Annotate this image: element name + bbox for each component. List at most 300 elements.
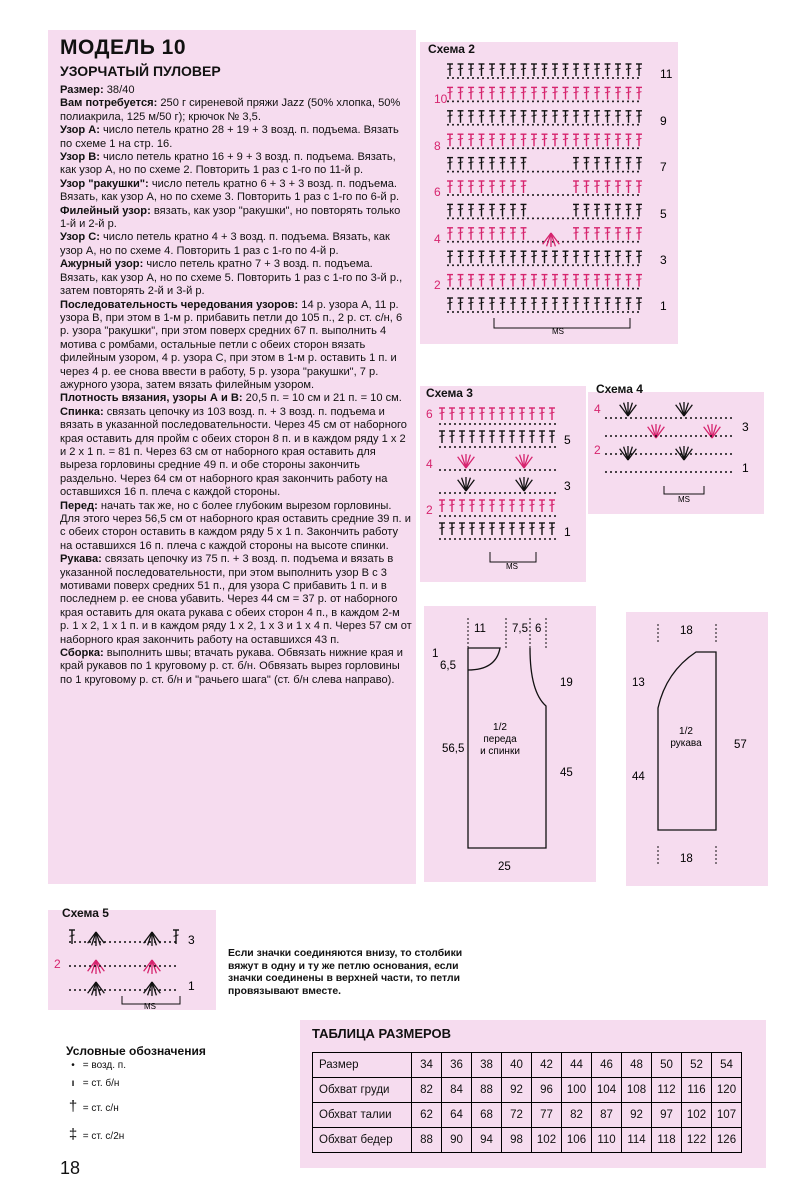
chain-dot-icon	[84, 965, 86, 967]
stitch-bar-icon	[510, 435, 515, 436]
chain-dot-icon	[444, 538, 446, 540]
chain-dot-icon	[620, 471, 622, 473]
scheme2-row-label: 4	[434, 232, 441, 246]
table-row	[313, 1078, 742, 1103]
stitch-bar-icon	[511, 255, 516, 256]
chain-dot-icon	[502, 194, 504, 196]
stitch-bar-icon	[616, 232, 621, 233]
stitch-bar-icon	[448, 162, 453, 163]
chain-dot-icon	[512, 171, 514, 173]
chain-dot-icon	[607, 217, 609, 219]
scheme4-title: Схема 4	[596, 382, 643, 396]
chain-dot-icon	[537, 264, 539, 266]
scheme2-row-label: 10	[434, 92, 448, 106]
instruction-body: число петель кратно 6 + 3 + 3 возд. п. подъема. Вязать, как узор А, но по схеме 3. Повторить 1 раз с 1-го по 6-й р.	[60, 177, 400, 204]
chain-dot-icon	[665, 453, 667, 455]
chain-dot-icon	[512, 194, 514, 196]
chain-dot-icon	[602, 147, 604, 149]
chain-dot-icon	[544, 446, 546, 448]
chain-dot-icon	[715, 471, 717, 473]
chain-dot-icon	[537, 217, 539, 219]
chain-dot-icon	[452, 77, 454, 79]
chain-dot-icon	[457, 264, 459, 266]
chain-dot-icon	[524, 492, 526, 494]
chain-dot-icon	[462, 194, 464, 196]
stitch-bar-icon	[480, 527, 485, 528]
chain-dot-icon	[467, 241, 469, 243]
chain-dot-icon	[607, 147, 609, 149]
stitch-bar-icon	[626, 68, 631, 69]
chain-dot-icon	[532, 77, 534, 79]
chain-dot-icon	[572, 288, 574, 290]
chain-dot-icon	[615, 417, 617, 419]
stitch-bar-icon	[448, 279, 453, 280]
chain-dot-icon	[494, 538, 496, 540]
stitch-bar-icon	[550, 504, 555, 505]
chain-dot-icon	[547, 77, 549, 79]
table-cell: 50	[652, 1053, 682, 1078]
chain-dot-icon	[660, 417, 662, 419]
chain-dot-icon	[637, 147, 639, 149]
symbol-note: Если значки соединяются внизу, то столбики вяжут в одну и ту же петлю основания, если значки соединены в верхней части, то петли провязывают вместе.	[228, 948, 463, 997]
chain-dot-icon	[572, 100, 574, 102]
chain-dot-icon	[504, 515, 506, 517]
chain-dot-icon	[587, 217, 589, 219]
chain-dot-icon	[650, 435, 652, 437]
stitch-bar-icon	[553, 92, 558, 93]
chain-dot-icon	[622, 77, 624, 79]
stitch-bar-icon	[595, 162, 600, 163]
chain-dot-icon	[89, 941, 91, 943]
chain-dot-icon	[482, 241, 484, 243]
stitch-bar-icon	[469, 279, 474, 280]
legend-text: = ст. б/н	[82, 1078, 120, 1089]
chain-dot-icon	[154, 989, 156, 991]
chain-dot-icon	[627, 217, 629, 219]
chain-dot-icon	[527, 288, 529, 290]
chain-dot-icon	[685, 471, 687, 473]
chain-dot-icon	[627, 171, 629, 173]
chain-dot-icon	[730, 453, 732, 455]
chain-dot-icon	[534, 492, 536, 494]
stitch-bar-icon	[532, 92, 537, 93]
stitch-bar-icon	[540, 412, 545, 413]
chain-dot-icon	[459, 423, 461, 425]
chain-dot-icon	[497, 264, 499, 266]
chain-dot-icon	[610, 471, 612, 473]
chain-dot-icon	[627, 77, 629, 79]
chain-dot-icon	[582, 100, 584, 102]
chain-dot-icon	[567, 241, 569, 243]
chain-dot-icon	[534, 446, 536, 448]
chain-dot-icon	[517, 100, 519, 102]
chain-dot-icon	[622, 194, 624, 196]
stitch-bar-icon	[448, 115, 453, 116]
chain-dot-icon	[499, 515, 501, 517]
chain-dot-icon	[562, 147, 564, 149]
stitch-bar-icon	[553, 302, 558, 303]
legend-item	[66, 1078, 119, 1089]
chain-dot-icon	[557, 311, 559, 313]
stitch-bar-icon	[626, 115, 631, 116]
stitch-bar-icon	[553, 279, 558, 280]
chain-dot-icon	[159, 989, 161, 991]
stitch-bar-icon	[584, 92, 589, 93]
instruction-label: Перед:	[60, 499, 98, 512]
chain-dot-icon	[472, 217, 474, 219]
instruction-label: Узор В:	[60, 151, 100, 164]
chain-dot-icon	[109, 941, 111, 943]
stitch-bar-icon	[500, 255, 505, 256]
chain-dot-icon	[457, 217, 459, 219]
stitch-bar-icon	[563, 92, 568, 93]
page-subtitle: УЗОРЧАТЫЙ ПУЛОВЕР	[60, 63, 221, 79]
chain-dot-icon	[74, 965, 76, 967]
chain-dot-icon	[169, 989, 171, 991]
chain-dot-icon	[622, 311, 624, 313]
chain-dot-icon	[164, 941, 166, 943]
chain-dot-icon	[554, 515, 556, 517]
instruction-paragraph	[60, 392, 412, 405]
chain-dot-icon	[507, 288, 509, 290]
chain-dot-icon	[602, 264, 604, 266]
chain-dot-icon	[452, 147, 454, 149]
chain-dot-icon	[705, 417, 707, 419]
chain-dot-icon	[512, 241, 514, 243]
chain-dot-icon	[529, 515, 531, 517]
chain-dot-icon	[645, 435, 647, 437]
stitch-bar-icon	[490, 527, 495, 528]
chain-dot-icon	[447, 147, 449, 149]
chain-dot-icon	[632, 288, 634, 290]
chain-dot-icon	[542, 147, 544, 149]
chain-dot-icon	[487, 194, 489, 196]
chain-dot-icon	[544, 515, 546, 517]
scheme2-row-label: 1	[660, 299, 667, 313]
chain-dot-icon	[449, 492, 451, 494]
stitch-bar-icon	[500, 209, 505, 210]
chain-dot-icon	[622, 288, 624, 290]
chain-dot-icon	[542, 264, 544, 266]
chain-dot-icon	[637, 241, 639, 243]
chain-dot-icon	[617, 77, 619, 79]
chain-dot-icon	[154, 965, 156, 967]
row-label: Обхват бедер	[313, 1128, 412, 1153]
stitch-bar-icon	[448, 302, 453, 303]
chain-dot-icon	[459, 538, 461, 540]
stitch-bar-icon	[510, 527, 515, 528]
instruction-paragraph	[60, 205, 412, 232]
chain-dot-icon	[547, 124, 549, 126]
scheme3-diagram	[420, 402, 586, 578]
sleeve-pattern	[626, 616, 768, 882]
chain-dot-icon	[449, 515, 451, 517]
chain-dot-icon	[597, 77, 599, 79]
stitch-bar-icon	[500, 504, 505, 505]
chain-dot-icon	[562, 311, 564, 313]
chain-dot-icon	[542, 288, 544, 290]
chain-dot-icon	[615, 435, 617, 437]
stitch-bar-icon	[470, 527, 475, 528]
chain-dot-icon	[627, 124, 629, 126]
chain-dot-icon	[720, 453, 722, 455]
chain-dot-icon	[492, 147, 494, 149]
chain-dot-icon	[650, 417, 652, 419]
chain-dot-icon	[562, 171, 564, 173]
chain-dot-icon	[725, 453, 727, 455]
stitch-bar-icon	[530, 504, 535, 505]
stitch-bar-icon	[626, 255, 631, 256]
chain-dot-icon	[459, 469, 461, 471]
chain-dot-icon	[537, 311, 539, 313]
instruction-paragraph	[60, 647, 412, 687]
stitch-bar-icon	[458, 162, 463, 163]
chain-dot-icon	[622, 147, 624, 149]
chain-dot-icon	[467, 77, 469, 79]
chain-dot-icon	[557, 194, 559, 196]
chain-dot-icon	[472, 311, 474, 313]
chain-dot-icon	[725, 471, 727, 473]
chain-dot-icon	[607, 171, 609, 173]
stitch-bar-icon	[490, 209, 495, 210]
stitch-bar-icon	[511, 138, 516, 139]
chain-dot-icon	[690, 453, 692, 455]
stitch-bar-icon	[542, 255, 547, 256]
chain-dot-icon	[519, 469, 521, 471]
chain-dot-icon	[577, 194, 579, 196]
chain-dot-icon	[462, 241, 464, 243]
chain-dot-icon	[89, 965, 91, 967]
stitch-bar-icon	[480, 412, 485, 413]
stitch-bar-icon	[595, 115, 600, 116]
chain-dot-icon	[462, 217, 464, 219]
chain-dot-icon	[134, 965, 136, 967]
chain-dot-icon	[542, 194, 544, 196]
chain-dot-icon	[487, 77, 489, 79]
chain-dot-icon	[675, 471, 677, 473]
chain-dot-icon	[497, 77, 499, 79]
chain-dot-icon	[660, 435, 662, 437]
stitch-bar-icon	[469, 162, 474, 163]
body-label-front: переда	[483, 734, 517, 745]
chain-dot-icon	[452, 288, 454, 290]
stitch-bar-icon	[584, 255, 589, 256]
body-dim-right-bottom: 45	[560, 767, 573, 779]
chain-dot-icon	[477, 194, 479, 196]
stitch-bar-icon	[584, 162, 589, 163]
size-table-body	[313, 1053, 742, 1153]
chain-dot-icon	[482, 124, 484, 126]
chain-dot-icon	[489, 469, 491, 471]
chain-dot-icon	[539, 446, 541, 448]
chain-dot-icon	[690, 435, 692, 437]
chain-dot-icon	[99, 965, 101, 967]
stitch-bar-icon	[605, 115, 610, 116]
chain-dot-icon	[464, 538, 466, 540]
stitch-bar-icon	[500, 412, 505, 413]
stitch-bar-icon	[616, 185, 621, 186]
scheme2-row-label: 5	[660, 207, 667, 221]
chain-dot-icon	[627, 194, 629, 196]
chain-dot-icon	[645, 471, 647, 473]
chain-dot-icon	[454, 469, 456, 471]
chain-dot-icon	[632, 311, 634, 313]
stitch-bar-icon	[511, 279, 516, 280]
stitch-bar-icon	[511, 185, 516, 186]
chain-dot-icon	[467, 264, 469, 266]
chain-dot-icon	[477, 311, 479, 313]
chain-dot-icon	[547, 194, 549, 196]
chain-dot-icon	[640, 453, 642, 455]
chain-dot-icon	[534, 538, 536, 540]
chain-dot-icon	[587, 124, 589, 126]
chain-dot-icon	[482, 100, 484, 102]
stitch-bar-icon	[563, 302, 568, 303]
sleeve-dim-left-bottom: 44	[632, 771, 645, 783]
chain-dot-icon	[532, 124, 534, 126]
scheme4-row-label: 2	[594, 443, 601, 457]
stitch-bar-icon	[574, 209, 579, 210]
chain-dot-icon	[552, 264, 554, 266]
scheme2-row-label: 11	[660, 67, 673, 81]
chain-dot-icon	[700, 453, 702, 455]
chain-dot-icon	[507, 77, 509, 79]
chain-dot-icon	[630, 435, 632, 437]
chain-dot-icon	[612, 241, 614, 243]
table-cell: 92	[622, 1103, 652, 1128]
chain-dot-icon	[99, 941, 101, 943]
chain-dot-icon	[582, 147, 584, 149]
body-dim-right-top: 19	[560, 677, 573, 689]
stitch-bar-icon	[448, 255, 453, 256]
instruction-label: Узор А:	[60, 124, 100, 137]
chain-dot-icon	[637, 194, 639, 196]
chain-dot-icon	[104, 965, 106, 967]
chain-dot-icon	[497, 241, 499, 243]
chain-dot-icon	[607, 100, 609, 102]
chain-dot-icon	[660, 471, 662, 473]
scheme5-row-label: 1	[188, 979, 195, 993]
chain-dot-icon	[695, 435, 697, 437]
stitch-bar-icon	[490, 92, 495, 93]
chain-dot-icon	[539, 423, 541, 425]
chain-dot-icon	[635, 453, 637, 455]
instruction-label: Узор С:	[60, 231, 100, 244]
chain-dot-icon	[730, 417, 732, 419]
instruction-paragraph	[60, 406, 412, 500]
chain-dot-icon	[467, 171, 469, 173]
chain-dot-icon	[489, 446, 491, 448]
chain-dot-icon	[612, 311, 614, 313]
chain-dot-icon	[487, 311, 489, 313]
chain-dot-icon	[602, 171, 604, 173]
stitch-bar-icon	[448, 138, 453, 139]
chain-dot-icon	[562, 100, 564, 102]
chain-dot-icon	[685, 435, 687, 437]
stitch-bar-icon	[469, 255, 474, 256]
chain-dot-icon	[715, 453, 717, 455]
chain-dot-icon	[544, 492, 546, 494]
chain-dot-icon	[592, 264, 594, 266]
chain-dot-icon	[587, 194, 589, 196]
chain-dot-icon	[527, 77, 529, 79]
chain-dot-icon	[597, 124, 599, 126]
chain-dot-icon	[494, 469, 496, 471]
chain-dot-icon	[174, 941, 176, 943]
chain-dot-icon	[620, 435, 622, 437]
chain-dot-icon	[637, 100, 639, 102]
body-dim-neck-depth: 6,5	[440, 660, 456, 672]
chain-dot-icon	[457, 77, 459, 79]
chain-dot-icon	[577, 124, 579, 126]
chain-dot-icon	[502, 241, 504, 243]
chain-dot-icon	[532, 288, 534, 290]
chain-dot-icon	[527, 124, 529, 126]
chain-dot-icon	[597, 241, 599, 243]
scheme3-row-label: 5	[564, 433, 571, 447]
stitch-bar-icon	[605, 232, 610, 233]
chain-dot-icon	[542, 217, 544, 219]
stitch-bar-icon	[605, 279, 610, 280]
scheme4-row-label: 4	[594, 402, 601, 416]
chain-dot-icon	[577, 311, 579, 313]
chain-dot-icon	[670, 417, 672, 419]
chain-dot-icon	[144, 989, 146, 991]
chain-dot-icon	[512, 311, 514, 313]
chain-dot-icon	[532, 217, 534, 219]
stitch-bar-icon	[470, 412, 475, 413]
chain-dot-icon	[499, 423, 501, 425]
chain-dot-icon	[602, 241, 604, 243]
chain-dot-icon	[474, 446, 476, 448]
chain-dot-icon	[632, 264, 634, 266]
chain-dot-icon	[630, 453, 632, 455]
chain-dot-icon	[469, 492, 471, 494]
stitch-bar-icon	[460, 412, 465, 413]
stitch-bar-icon	[174, 935, 179, 936]
chain-dot-icon	[462, 124, 464, 126]
stitch-bar-icon	[626, 302, 631, 303]
stitch-bar-icon	[584, 138, 589, 139]
chain-dot-icon	[502, 77, 504, 79]
chain-dot-icon	[607, 194, 609, 196]
stitch-bar-icon	[616, 92, 621, 93]
chain-dot-icon	[539, 515, 541, 517]
chain-dot-icon	[99, 989, 101, 991]
chain-dot-icon	[567, 311, 569, 313]
chain-dot-icon	[512, 288, 514, 290]
legend-title: Условные обозначения	[66, 1044, 206, 1058]
table-cell: 114	[622, 1128, 652, 1153]
chain-dot-icon	[467, 100, 469, 102]
chain-dot-icon	[482, 171, 484, 173]
chain-dot-icon	[557, 171, 559, 173]
instruction-paragraph	[60, 553, 412, 647]
chain-dot-icon	[597, 217, 599, 219]
chain-dot-icon	[527, 147, 529, 149]
chain-dot-icon	[622, 124, 624, 126]
chain-dot-icon	[532, 194, 534, 196]
chain-dot-icon	[469, 446, 471, 448]
sleeve-label-fraction: 1/2	[679, 726, 693, 737]
chain-dot-icon	[492, 100, 494, 102]
stitch-bar-icon	[458, 68, 463, 69]
stitch-bar-icon	[595, 209, 600, 210]
chain-dot-icon	[94, 941, 96, 943]
instruction-paragraph	[60, 299, 412, 393]
stitch-bar-icon	[563, 138, 568, 139]
chain-dot-icon	[522, 288, 524, 290]
